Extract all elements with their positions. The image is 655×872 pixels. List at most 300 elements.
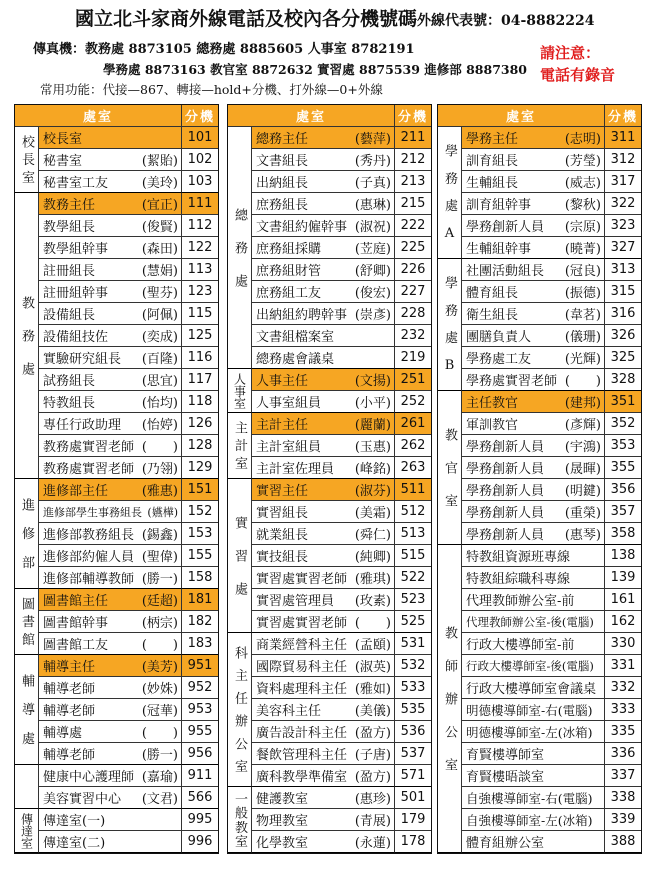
entry-person: (怡均) bbox=[141, 396, 178, 411]
entry-person: (文揚) bbox=[354, 374, 391, 389]
extension-number: 226 bbox=[395, 259, 431, 281]
entry-title: 明德樓導師室-右(電腦) bbox=[466, 702, 593, 718]
entry-person: (雅惠) bbox=[141, 484, 178, 499]
extension-number: 215 bbox=[395, 193, 431, 215]
department-name: 實習處 bbox=[232, 516, 247, 615]
extension-number: 327 bbox=[605, 237, 641, 259]
directory-entry bbox=[462, 193, 605, 215]
extension-number: 351 bbox=[605, 391, 641, 413]
entry-title: 文書組約僱幹事 bbox=[256, 220, 348, 235]
entry-person: (秀丹) bbox=[354, 154, 391, 169]
department-name: 輔導處 bbox=[19, 674, 34, 761]
extension-number: 339 bbox=[605, 809, 641, 831]
entry-title: 教務處實習老師 bbox=[43, 462, 135, 477]
directory-entry bbox=[39, 611, 182, 633]
directory-entry bbox=[462, 831, 605, 853]
directory-entry bbox=[462, 259, 605, 281]
entry-person: (藝萍) bbox=[354, 132, 391, 147]
entry-title: 主計室組員 bbox=[256, 440, 322, 455]
entry-title: 行政大樓導師室-後(電腦) bbox=[466, 658, 594, 673]
directory-entry bbox=[462, 413, 605, 435]
entry-title: 圖書館工友 bbox=[43, 638, 109, 653]
entry-person: ( ) bbox=[141, 638, 178, 653]
extension-number: 116 bbox=[182, 347, 218, 369]
entry-person: (淑祝) bbox=[354, 220, 391, 235]
entry-title: 就業組長 bbox=[256, 528, 309, 543]
extension-number: 358 bbox=[605, 523, 641, 545]
extension-number: 311 bbox=[605, 127, 641, 149]
entry-person: (玉惠) bbox=[354, 440, 391, 455]
department-label bbox=[228, 787, 252, 853]
entry-title: 進修部教務組長 bbox=[43, 528, 135, 543]
extension-number: 125 bbox=[182, 325, 218, 347]
directory-entry bbox=[462, 721, 605, 743]
directory-entry bbox=[252, 611, 395, 633]
directory-entry bbox=[252, 391, 395, 413]
department-name: 科主任辦公室 bbox=[232, 646, 247, 783]
department-label bbox=[438, 127, 462, 259]
directory-entry bbox=[462, 127, 605, 149]
directory-entry bbox=[39, 479, 182, 501]
entry-person: (錫鑫) bbox=[141, 528, 178, 543]
extension-number: 252 bbox=[395, 391, 431, 413]
department-label bbox=[228, 413, 252, 479]
entry-person: (聖偉) bbox=[141, 550, 178, 565]
entry-person: (嘉瑜) bbox=[141, 770, 178, 785]
entry-title: 教學組幹事 bbox=[43, 242, 109, 257]
entry-person: (峰銘) bbox=[354, 462, 391, 477]
entry-title: 輔導主任 bbox=[43, 660, 96, 675]
entry-title: 庶務組工友 bbox=[256, 286, 322, 301]
directory-entry bbox=[252, 743, 395, 765]
directory-entry bbox=[39, 699, 182, 721]
extension-number: 388 bbox=[605, 831, 641, 853]
entry-person: (妙姝) bbox=[141, 682, 178, 697]
column-header-ext: 分機 bbox=[605, 105, 641, 127]
document-title: 國立北斗家商外線電話及校內各分機號碼 bbox=[75, 8, 418, 30]
column-header-dept: 處室 bbox=[228, 105, 395, 127]
directory-entry bbox=[252, 809, 395, 831]
directory-entry bbox=[252, 545, 395, 567]
directory-entry bbox=[252, 655, 395, 677]
directory-entry bbox=[252, 677, 395, 699]
entry-title: 實習處實習老師 bbox=[256, 572, 348, 587]
extension-number: 333 bbox=[605, 699, 641, 721]
extension-number: 513 bbox=[395, 523, 431, 545]
department-label bbox=[228, 127, 252, 369]
column-header-dept: 處室 bbox=[15, 105, 182, 127]
entry-title: 試務組長 bbox=[43, 374, 96, 389]
entry-title: 體育組長 bbox=[466, 286, 519, 301]
extension-number: 515 bbox=[395, 545, 431, 567]
extension-number: 331 bbox=[605, 655, 641, 677]
entry-title: 資料處理科主任 bbox=[256, 682, 348, 697]
extension-number: 181 bbox=[182, 589, 218, 611]
department-name: 傳達室 bbox=[19, 812, 34, 849]
extension-number: 182 bbox=[182, 611, 218, 633]
entry-person: (舜仁) bbox=[354, 528, 391, 543]
directory-entry bbox=[39, 303, 182, 325]
extension-number: 123 bbox=[182, 281, 218, 303]
column-header-ext: 分機 bbox=[395, 105, 431, 127]
department-name: 教師辦公室 bbox=[442, 626, 457, 791]
entry-person: (晟暉) bbox=[564, 462, 601, 477]
extension-number: 179 bbox=[395, 809, 431, 831]
extension-number: 101 bbox=[182, 127, 218, 149]
entry-person: (奕成) bbox=[141, 330, 178, 345]
entry-title: 美容實習中心 bbox=[43, 792, 122, 807]
entry-title: 代理教師辦公室-前 bbox=[466, 594, 575, 609]
extension-number: 357 bbox=[605, 501, 641, 523]
extension-number: 956 bbox=[182, 743, 218, 765]
entry-person: (曉菁) bbox=[564, 242, 601, 257]
entry-title: 特教組綜職科專線 bbox=[466, 572, 571, 587]
extension-number: 337 bbox=[605, 765, 641, 787]
directory-entry bbox=[462, 171, 605, 193]
department-label bbox=[15, 479, 39, 589]
directory-entry bbox=[462, 501, 605, 523]
directory-entry bbox=[462, 457, 605, 479]
directory-entry bbox=[39, 567, 182, 589]
entry-person: (惠琳) bbox=[354, 198, 391, 213]
department-name: 主計室 bbox=[232, 421, 247, 475]
entry-title: 國際貿易科主任 bbox=[256, 660, 348, 675]
entry-title: 輔導老師 bbox=[43, 682, 96, 697]
entry-title: 庶務組採購 bbox=[256, 242, 322, 257]
extension-number: 315 bbox=[605, 281, 641, 303]
extension-number: 183 bbox=[182, 633, 218, 655]
directory-entry bbox=[462, 567, 605, 589]
entry-title: 健護教室 bbox=[256, 792, 309, 807]
directory-entry bbox=[462, 479, 605, 501]
extension-number: 162 bbox=[605, 611, 641, 633]
entry-person: (怡婷) bbox=[141, 418, 178, 433]
extension-number: 996 bbox=[182, 831, 218, 853]
department-name: 教務處 bbox=[19, 296, 34, 395]
directory-entry bbox=[39, 809, 182, 831]
directory-entry bbox=[462, 303, 605, 325]
extension-number: 126 bbox=[182, 413, 218, 435]
entry-title: 主任教官 bbox=[466, 396, 519, 411]
directory-entry bbox=[252, 699, 395, 721]
extension-number: 102 bbox=[182, 149, 218, 171]
extension-number: 323 bbox=[605, 215, 641, 237]
extension-number: 356 bbox=[605, 479, 641, 501]
extension-number: 122 bbox=[182, 237, 218, 259]
directory-entry bbox=[39, 721, 182, 743]
extension-number: 325 bbox=[605, 347, 641, 369]
entry-title: 明德樓導師室-左(冰箱) bbox=[466, 724, 593, 740]
directory-entry bbox=[462, 237, 605, 259]
entry-title: 學務處實習老師 bbox=[466, 374, 558, 389]
entry-person: (柄宗) bbox=[141, 616, 178, 631]
directory-entry bbox=[39, 259, 182, 281]
extension-number: 153 bbox=[182, 523, 218, 545]
directory-entry bbox=[462, 655, 605, 677]
entry-person: (俊宏) bbox=[354, 286, 391, 301]
entry-person: (美儀) bbox=[354, 704, 391, 719]
entry-person: (文君) bbox=[141, 792, 178, 807]
directory-entry bbox=[252, 479, 395, 501]
extension-number: 211 bbox=[395, 127, 431, 149]
entry-title: 出納組長 bbox=[256, 176, 309, 191]
entry-title: 文書組檔案室 bbox=[256, 330, 335, 345]
directory-entry bbox=[462, 391, 605, 413]
entry-person: (儀珊) bbox=[564, 330, 601, 345]
department-label bbox=[15, 809, 39, 853]
entry-person: ( ) bbox=[354, 616, 391, 631]
entry-title: 總務處會議桌 bbox=[256, 352, 335, 367]
department-label bbox=[15, 127, 39, 193]
entry-person: ( ) bbox=[564, 374, 601, 389]
directory-entry bbox=[39, 171, 182, 193]
directory-entry bbox=[462, 545, 605, 567]
directory-entry bbox=[252, 589, 395, 611]
directory-entry bbox=[252, 413, 395, 435]
extension-number: 995 bbox=[182, 809, 218, 831]
entry-title: 輔導老師 bbox=[43, 748, 96, 763]
fax-numbers-line-2: 學務處 8873163 教官室 8872632 實習處 8875539 進修部 8887380 bbox=[103, 62, 527, 77]
entry-title: 校長室 bbox=[43, 132, 83, 147]
extension-number: 533 bbox=[395, 677, 431, 699]
column-header-dept: 處室 bbox=[438, 105, 605, 127]
directory-column-2 bbox=[227, 104, 432, 854]
entry-person: (雅琪) bbox=[354, 572, 391, 587]
entry-title: 實習主任 bbox=[256, 484, 309, 499]
entry-title: 主計主任 bbox=[256, 418, 309, 433]
entry-person: (彥輝) bbox=[564, 418, 601, 433]
extension-number: 531 bbox=[395, 633, 431, 655]
extension-number: 953 bbox=[182, 699, 218, 721]
entry-title: 自強樓導師室-左(冰箱) bbox=[466, 812, 593, 828]
directory-column-3 bbox=[437, 104, 642, 854]
entry-person: (玫素) bbox=[354, 594, 391, 609]
entry-person: (舒卿) bbox=[354, 264, 391, 279]
entry-title: 商業經營科主任 bbox=[256, 638, 348, 653]
entry-title: 庶務組財管 bbox=[256, 264, 322, 279]
directory-entry bbox=[462, 149, 605, 171]
extension-number: 161 bbox=[605, 589, 641, 611]
extension-number: 535 bbox=[395, 699, 431, 721]
extension-number: 326 bbox=[605, 325, 641, 347]
entry-title: 註冊組幹事 bbox=[43, 286, 109, 301]
entry-title: 實習組長 bbox=[256, 506, 309, 521]
entry-title: 學務創新人員 bbox=[466, 506, 545, 521]
entry-person: (絜貽) bbox=[141, 154, 178, 169]
entry-person: (孟頤) bbox=[354, 638, 391, 653]
directory-entry bbox=[252, 787, 395, 809]
entry-title: 專任行政助理 bbox=[43, 418, 122, 433]
directory-entry bbox=[252, 765, 395, 787]
directory-entry bbox=[252, 501, 395, 523]
entry-person: (盈方) bbox=[354, 726, 391, 741]
department-label bbox=[228, 633, 252, 787]
directory-column-1 bbox=[14, 104, 219, 854]
directory-entry bbox=[39, 413, 182, 435]
entry-title: 秘書室 bbox=[43, 154, 83, 169]
entry-title: 餐飲管理科主任 bbox=[256, 748, 348, 763]
directory-entry bbox=[39, 677, 182, 699]
directory-entry bbox=[462, 369, 605, 391]
entry-person: (青展) bbox=[354, 814, 391, 829]
extension-number: 322 bbox=[605, 193, 641, 215]
entry-person: (勝一) bbox=[141, 748, 178, 763]
entry-title: 進修部主任 bbox=[43, 484, 109, 499]
entry-title: 傳達室(二) bbox=[43, 836, 106, 851]
extension-number: 228 bbox=[395, 303, 431, 325]
directory-entry bbox=[39, 765, 182, 787]
entry-title: 實習處實習老師 bbox=[256, 616, 348, 631]
entry-person: (重榮) bbox=[564, 506, 601, 521]
extension-number: 117 bbox=[182, 369, 218, 391]
entry-person: (惠珍) bbox=[354, 792, 391, 807]
entry-title: 傳達室(一) bbox=[43, 814, 106, 829]
recording-notice-heading: 請注意： bbox=[540, 44, 601, 62]
extension-number: 263 bbox=[395, 457, 431, 479]
entry-title: 進修部學生事務組長 bbox=[43, 505, 142, 519]
directory-entry bbox=[252, 215, 395, 237]
directory-entry bbox=[39, 457, 182, 479]
directory-entry bbox=[252, 721, 395, 743]
directory-entry bbox=[39, 149, 182, 171]
extension-number: 118 bbox=[182, 391, 218, 413]
entry-person: (建邦) bbox=[564, 396, 601, 411]
directory-entry bbox=[252, 567, 395, 589]
fax-numbers-line-1: 傳真機：教務處 8873105 總務處 8885605 人事室 8782191 bbox=[33, 42, 415, 57]
directory-entry bbox=[39, 743, 182, 765]
department-label bbox=[438, 259, 462, 391]
extension-number: 313 bbox=[605, 259, 641, 281]
entry-title: 輔導老師 bbox=[43, 704, 96, 719]
entry-title: 人事室組員 bbox=[256, 396, 322, 411]
directory-entry bbox=[39, 633, 182, 655]
entry-title: 文書組長 bbox=[256, 154, 309, 169]
extension-number: 522 bbox=[395, 567, 431, 589]
entry-title: 代理教師辦公室-後(電腦) bbox=[466, 614, 594, 629]
directory-entry bbox=[39, 127, 182, 149]
entry-person: (阿佩) bbox=[141, 308, 178, 323]
extension-number: 511 bbox=[395, 479, 431, 501]
common-functions-line: 常用功能：代接—867、轉接—hold+分機、打外線—0+外線 bbox=[40, 82, 383, 97]
extension-number: 225 bbox=[395, 237, 431, 259]
entry-title: 訓育組長 bbox=[466, 154, 519, 169]
entry-title: 圖書館幹事 bbox=[43, 616, 109, 631]
extension-number: 178 bbox=[395, 831, 431, 853]
extension-number: 128 bbox=[182, 435, 218, 457]
main-line-number: 外線代表號：04-8882224 bbox=[417, 13, 595, 29]
directory-entry bbox=[252, 435, 395, 457]
directory-entry bbox=[39, 831, 182, 853]
extension-number: 113 bbox=[182, 259, 218, 281]
directory-entry bbox=[252, 259, 395, 281]
entry-title: 健康中心護理師 bbox=[43, 770, 135, 785]
column-header-ext: 分機 bbox=[182, 105, 218, 127]
directory-entry bbox=[462, 589, 605, 611]
directory-entry bbox=[39, 347, 182, 369]
entry-title: 教務主任 bbox=[43, 198, 96, 213]
document-title-line bbox=[75, 8, 595, 31]
directory-entry bbox=[252, 281, 395, 303]
extension-number: 139 bbox=[605, 567, 641, 589]
entry-person: (冠華) bbox=[141, 704, 178, 719]
entry-title: 訓育組幹事 bbox=[466, 198, 532, 213]
department-label bbox=[15, 193, 39, 479]
directory-entry bbox=[252, 127, 395, 149]
entry-person: (志明) bbox=[564, 132, 601, 147]
directory-entry bbox=[462, 523, 605, 545]
extension-number: 525 bbox=[395, 611, 431, 633]
entry-title: 學務創新人員 bbox=[466, 220, 545, 235]
extension-number: 213 bbox=[395, 171, 431, 193]
extension-number: 151 bbox=[182, 479, 218, 501]
department-name: 教官室 bbox=[442, 428, 457, 527]
entry-person: (宇鴻) bbox=[564, 440, 601, 455]
extension-number: 212 bbox=[395, 149, 431, 171]
department-name: 學務處A bbox=[442, 143, 457, 256]
entry-person: ( ) bbox=[141, 440, 178, 455]
department-label bbox=[228, 369, 252, 413]
extension-number: 352 bbox=[605, 413, 641, 435]
entry-title: 實習處管理員 bbox=[256, 594, 335, 609]
extension-number: 338 bbox=[605, 787, 641, 809]
entry-title: 實驗研究組長 bbox=[43, 352, 122, 367]
directory-entry bbox=[39, 545, 182, 567]
extension-number: 138 bbox=[605, 545, 641, 567]
extension-number: 103 bbox=[182, 171, 218, 193]
entry-person: (美霜) bbox=[354, 506, 391, 521]
extension-number: 227 bbox=[395, 281, 431, 303]
entry-person: (盈方) bbox=[354, 770, 391, 785]
entry-title: 特教組長 bbox=[43, 396, 96, 411]
entry-title: 主計室佐理員 bbox=[256, 462, 335, 477]
entry-person: (明鍵) bbox=[564, 484, 601, 499]
entry-title: 自強樓導師室-右(電腦) bbox=[466, 790, 593, 806]
entry-title: 學務主任 bbox=[466, 132, 519, 147]
extension-number: 571 bbox=[395, 765, 431, 787]
entry-title: 團膳負責人 bbox=[466, 330, 532, 345]
directory-entry bbox=[462, 743, 605, 765]
entry-title: 衛生組長 bbox=[466, 308, 519, 323]
directory-entry bbox=[252, 457, 395, 479]
directory-entry bbox=[39, 237, 182, 259]
entry-title: 育賢樓晤談室 bbox=[466, 770, 545, 785]
extension-number: 129 bbox=[182, 457, 218, 479]
entry-person: (嬿樺) bbox=[147, 505, 178, 519]
directory-entry bbox=[39, 787, 182, 809]
directory-entry bbox=[39, 215, 182, 237]
entry-title: 學務處工友 bbox=[466, 352, 532, 367]
entry-title: 庶務組長 bbox=[256, 198, 309, 213]
extension-number: 911 bbox=[182, 765, 218, 787]
entry-person: (惠琴) bbox=[564, 528, 601, 543]
entry-title: 秘書室工友 bbox=[43, 176, 109, 191]
entry-person: (美芳) bbox=[141, 660, 178, 675]
entry-person: (森田) bbox=[141, 242, 178, 257]
entry-person: (子真) bbox=[354, 176, 391, 191]
entry-person: (苙庭) bbox=[354, 242, 391, 257]
department-label bbox=[438, 545, 462, 853]
directory-entry bbox=[462, 787, 605, 809]
directory-entry bbox=[462, 611, 605, 633]
extension-number: 336 bbox=[605, 743, 641, 765]
entry-title: 進修部輔導教師 bbox=[43, 572, 135, 587]
department-label bbox=[438, 391, 462, 545]
entry-person: (子唐) bbox=[354, 748, 391, 763]
directory-entry bbox=[462, 347, 605, 369]
entry-person: (振德) bbox=[564, 286, 601, 301]
extension-number: 317 bbox=[605, 171, 641, 193]
entry-person: (崇彥) bbox=[354, 308, 391, 323]
